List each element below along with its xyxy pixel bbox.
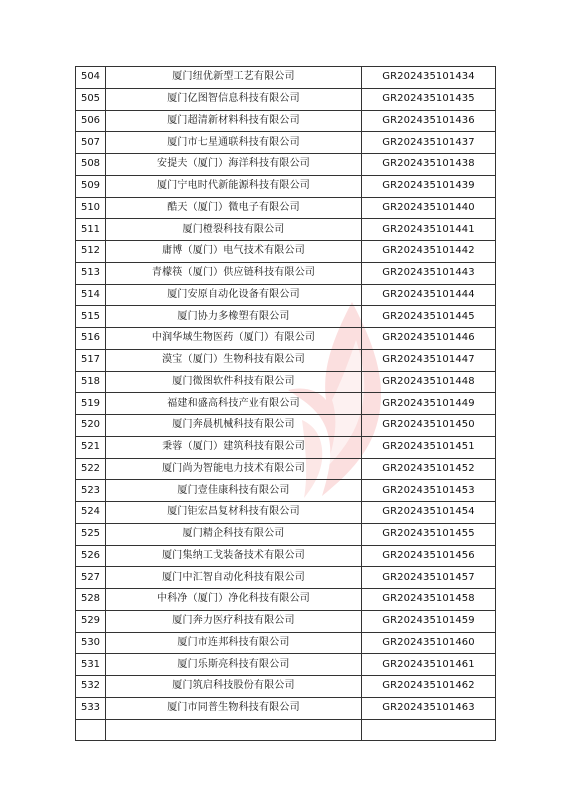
certificate-code-cell: GR202435101462 [362, 676, 496, 698]
certificate-code-cell: GR202435101447 [362, 349, 496, 371]
company-name-cell: 厦门宁电时代新能源科技有限公司 [106, 175, 362, 197]
table-row [76, 458, 496, 480]
certificate-code-cell: GR202435101451 [362, 436, 496, 458]
table-row [76, 415, 496, 437]
row-number-cell: 531 [76, 654, 106, 676]
company-name-cell: 厦门中汇智自动化科技有限公司 [106, 567, 362, 589]
row-number-cell: 516 [76, 328, 106, 350]
company-name-cell: 酷天（厦门）微电子有限公司 [106, 197, 362, 219]
certificate-code-cell: GR202435101437 [362, 132, 496, 154]
certificate-code-cell: GR202435101445 [362, 306, 496, 328]
certificate-code-cell: GR202435101463 [362, 697, 496, 719]
row-number-cell: 515 [76, 306, 106, 328]
company-name-cell: 厦门筑启科技股份有限公司 [106, 676, 362, 698]
company-name-cell: 厦门市连邦科技有限公司 [106, 632, 362, 654]
certificate-code-cell: GR202435101456 [362, 545, 496, 567]
certificate-code-cell: GR202435101448 [362, 371, 496, 393]
table-row [76, 154, 496, 176]
table-row [76, 654, 496, 676]
row-number-cell: 504 [76, 67, 106, 89]
company-name-cell: 厦门集纳工戈装备技术有限公司 [106, 545, 362, 567]
table-row [76, 132, 496, 154]
table-row [76, 567, 496, 589]
table-row [76, 523, 496, 545]
certificate-code-cell: GR202435101450 [362, 415, 496, 437]
table-row [76, 349, 496, 371]
table-row [76, 480, 496, 502]
certificate-code-cell: GR202435101455 [362, 523, 496, 545]
row-number-cell: 529 [76, 610, 106, 632]
row-number-cell: 519 [76, 393, 106, 415]
certificate-code-cell: GR202435101460 [362, 632, 496, 654]
row-number-cell: 517 [76, 349, 106, 371]
row-number-cell: 527 [76, 567, 106, 589]
row-number-cell: 521 [76, 436, 106, 458]
table-row [76, 632, 496, 654]
company-name-cell: 厦门纽优新型工艺有限公司 [106, 67, 362, 89]
table-row [76, 197, 496, 219]
company-name-cell: 厦门超清新材料科技有限公司 [106, 110, 362, 132]
empty-cell [106, 719, 362, 741]
row-number-cell: 510 [76, 197, 106, 219]
empty-cell [362, 719, 496, 741]
row-number-cell: 507 [76, 132, 106, 154]
table-row [76, 284, 496, 306]
table-row [76, 88, 496, 110]
certificate-code-cell: GR202435101457 [362, 567, 496, 589]
row-number-cell: 518 [76, 371, 106, 393]
company-name-cell: 厦门奔晨机械科技有限公司 [106, 415, 362, 437]
table-row [76, 219, 496, 241]
table-row [76, 545, 496, 567]
certificate-code-cell: GR202435101458 [362, 589, 496, 611]
certificate-code-cell: GR202435101453 [362, 480, 496, 502]
table-row [76, 436, 496, 458]
certificate-code-cell: GR202435101439 [362, 175, 496, 197]
row-number-cell: 524 [76, 502, 106, 524]
certificate-code-cell: GR202435101446 [362, 328, 496, 350]
certificate-code-cell: GR202435101449 [362, 393, 496, 415]
company-name-cell: 厦门安原自动化设备有限公司 [106, 284, 362, 306]
company-name-cell: 漠宝（厦门）生物科技有限公司 [106, 349, 362, 371]
table-row [76, 502, 496, 524]
row-number-cell: 525 [76, 523, 106, 545]
certificate-code-cell: GR202435101440 [362, 197, 496, 219]
row-number-cell: 528 [76, 589, 106, 611]
certificate-code-cell: GR202435101443 [362, 262, 496, 284]
company-name-cell: 厦门市同普生物科技有限公司 [106, 697, 362, 719]
company-name-cell: 厦门橙裂科技有限公司 [106, 219, 362, 241]
row-number-cell: 530 [76, 632, 106, 654]
row-number-cell: 508 [76, 154, 106, 176]
company-name-cell: 厦门亿图智信息科技有限公司 [106, 88, 362, 110]
certificate-code-cell: GR202435101434 [362, 67, 496, 89]
certificate-code-cell: GR202435101442 [362, 241, 496, 263]
company-name-cell: 厦门奔力医疗科技有限公司 [106, 610, 362, 632]
company-name-cell: 青檬筷（厦门）供应链科技有限公司 [106, 262, 362, 284]
row-number-cell: 511 [76, 219, 106, 241]
row-number-cell: 532 [76, 676, 106, 698]
row-number-cell: 520 [76, 415, 106, 437]
certificate-code-cell: GR202435101438 [362, 154, 496, 176]
table-row [76, 262, 496, 284]
row-number-cell: 533 [76, 697, 106, 719]
table-row [76, 676, 496, 698]
certificate-code-cell: GR202435101436 [362, 110, 496, 132]
company-list-table [75, 66, 496, 741]
row-number-cell: 512 [76, 241, 106, 263]
company-name-cell: 厦门钜宏昌复材科技有限公司 [106, 502, 362, 524]
table-row [76, 371, 496, 393]
row-number-cell: 509 [76, 175, 106, 197]
company-name-cell: 厦门微图软件科技有限公司 [106, 371, 362, 393]
company-name-cell: 庸博（厦门）电气技术有限公司 [106, 241, 362, 263]
table-row [76, 110, 496, 132]
certificate-code-cell: GR202435101452 [362, 458, 496, 480]
certificate-code-cell: GR202435101459 [362, 610, 496, 632]
company-name-cell: 安提夫（厦门）海洋科技有限公司 [106, 154, 362, 176]
table-row [76, 589, 496, 611]
certificate-code-cell: GR202435101441 [362, 219, 496, 241]
table-row [76, 328, 496, 350]
company-name-cell: 福建和盛高科技产业有限公司 [106, 393, 362, 415]
row-number-cell: 522 [76, 458, 106, 480]
company-name-cell: 厦门市七星通联科技有限公司 [106, 132, 362, 154]
company-name-cell: 厦门壹佳康科技有限公司 [106, 480, 362, 502]
table-row [76, 306, 496, 328]
row-number-cell: 505 [76, 88, 106, 110]
certificate-code-cell: GR202435101435 [362, 88, 496, 110]
table-row [76, 697, 496, 719]
row-number-cell: 523 [76, 480, 106, 502]
certificate-code-cell: GR202435101444 [362, 284, 496, 306]
table-row [76, 67, 496, 89]
company-name-cell: 中科净（厦门）净化科技有限公司 [106, 589, 362, 611]
company-list-body [76, 67, 496, 741]
row-number-cell: 506 [76, 110, 106, 132]
company-name-cell: 厦门精企科技有限公司 [106, 523, 362, 545]
empty-table-row [76, 719, 496, 741]
company-name-cell: 厦门协力多橡塑有限公司 [106, 306, 362, 328]
row-number-cell: 526 [76, 545, 106, 567]
empty-cell [76, 719, 106, 741]
row-number-cell: 514 [76, 284, 106, 306]
certificate-code-cell: GR202435101461 [362, 654, 496, 676]
company-name-cell: 厦门尚为智能电力技术有限公司 [106, 458, 362, 480]
certificate-code-cell: GR202435101454 [362, 502, 496, 524]
table-row [76, 175, 496, 197]
company-name-cell: 厦门乐斯亮科技有限公司 [106, 654, 362, 676]
table-row [76, 610, 496, 632]
table-row [76, 241, 496, 263]
company-name-cell: 中润华域生物医药（厦门）有限公司 [106, 328, 362, 350]
company-name-cell: 秉蓉（厦门）建筑科技有限公司 [106, 436, 362, 458]
table-row [76, 393, 496, 415]
row-number-cell: 513 [76, 262, 106, 284]
